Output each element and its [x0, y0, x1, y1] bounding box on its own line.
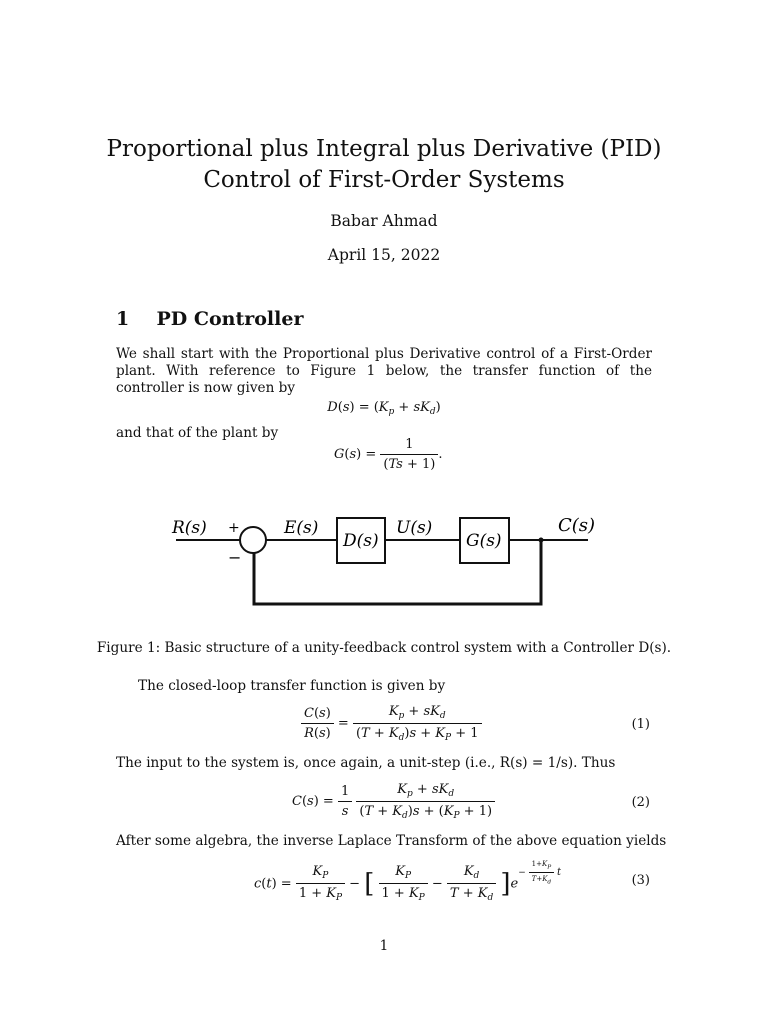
equation-2: C(s) = $\frac{1}{s}$ $\frac{K_p + sK_d}{(T + K_d)s + (K_P + 1)}$: [292, 782, 495, 821]
equation-number-1: (1): [631, 717, 650, 732]
unit-step-paragraph: The input to the system is, once again, a unit-step (i.e., R(s) = 1/s). Thus: [116, 755, 616, 771]
label-input: R(s): [172, 518, 207, 538]
plant-equation: G(s) = $\frac{1}{(Ts + 1)}$ .: [334, 437, 443, 472]
equation-number-3: (3): [631, 873, 650, 888]
label-error: E(s): [284, 518, 319, 538]
plant-paragraph: and that of the plant by: [116, 425, 279, 441]
label-control-signal: U(s): [396, 518, 433, 538]
section-heading: [116, 308, 303, 330]
paper-title-line1: Proportional plus Integral plus Derivative (PID): [106, 136, 662, 162]
author-name: Babar Ahmad: [330, 212, 438, 230]
paper-date: April 15, 2022: [327, 246, 441, 264]
controller-equation: $D(s) = (K_p + sK_d)$: [327, 400, 441, 417]
label-plus: +: [228, 520, 240, 536]
inverse-laplace-paragraph: After some algebra, the inverse Laplace Transform of the above equation yields: [116, 833, 667, 849]
page-number: 1: [379, 938, 389, 954]
equation-3: c(t) = $\frac{K_P}{1 + K_P}$ − [ $\frac{K_P}{1 + K_P}$ − $\frac{K_d}{T + K_d}$ ]$e^{- \frac{1+K_P}{T+K_d} t}$: [254, 860, 562, 904]
label-controller: D(s): [343, 531, 379, 551]
summing-junction: [240, 527, 266, 553]
label-plant: G(s): [466, 531, 502, 551]
equation-1: $\frac{C(s)}{R(s)}$ = $\frac{K_p + sK_d}{(T + K_d)s + K_P + 1}$: [301, 704, 482, 743]
block-diagram: [0, 500, 768, 620]
closed-loop-paragraph: The closed-loop transfer function is given by: [138, 678, 446, 694]
intro-paragraph: We shall start with the Proportional plus Derivative control of a First-Order plant. With reference to Figure 1 below, the transfer function of the controller is now given by: [116, 346, 652, 396]
label-output: C(s): [558, 515, 596, 536]
figure-caption: Figure 1: Basic structure of a unity-feedback control system with a Controller D(s).: [96, 640, 672, 656]
section-number: 1: [116, 308, 130, 330]
section-title: PD Controller: [156, 308, 304, 330]
equation-number-2: (2): [631, 795, 650, 810]
paper-title-line2: Control of First-Order Systems: [203, 167, 565, 193]
label-minus: −: [228, 548, 242, 567]
